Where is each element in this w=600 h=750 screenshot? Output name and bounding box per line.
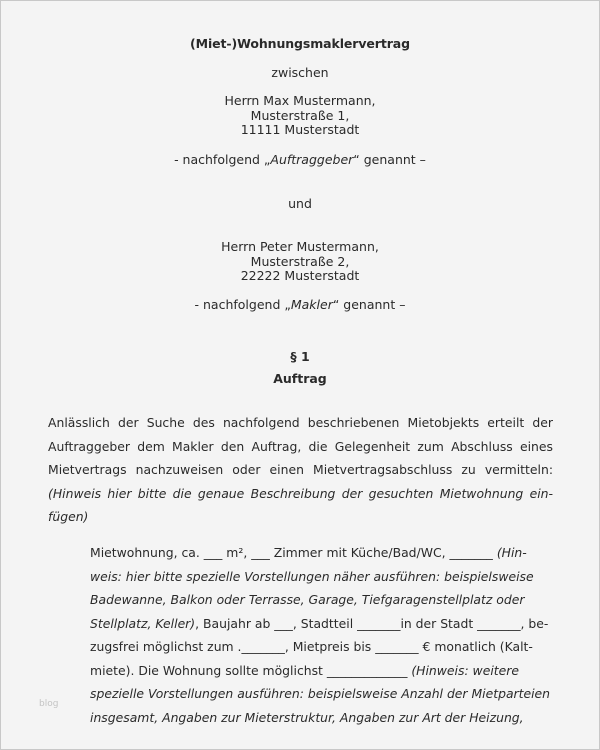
apartment-spec-text: , Baujahr ab ___, Stadtteil _______in der Stadt _______, be- — [195, 615, 549, 631]
apartment-spec-text: miete). Die Wohnung sollte möglichst _____________ — [90, 662, 412, 678]
paragraph-commission — [48, 411, 553, 529]
broker-designation-prefix: - nachfolgend „ — [194, 297, 291, 312]
broker-designation — [1, 298, 599, 313]
paragraph-line — [90, 612, 549, 636]
client-street: Musterstraße 1, — [250, 107, 350, 123]
hint-text: (Hin- — [496, 545, 527, 560]
paragraph-line: Anlässlich der Suche des nachfolgend beschriebenen Mietobjekts erteilt der — [48, 415, 553, 430]
paragraph-hint-line: insgesamt, Angaben zur Mieterstruktur, Angaben zur Art der Heizung, — [90, 709, 524, 725]
between-label: zwischen — [271, 65, 329, 80]
broker-street: Musterstraße 2, — [250, 253, 350, 269]
paragraph-line — [90, 541, 527, 565]
client-designation — [1, 153, 599, 168]
paragraph-hint-line: (Hinweis hier bitte die genaue Beschreibung der gesuchten Mietwohnung ein- — [48, 485, 553, 501]
section-heading: Auftrag — [273, 371, 327, 386]
broker-address-block — [1, 240, 599, 284]
document-title: (Miet-)Wohnungsmaklervertrag — [190, 36, 410, 51]
and-label: und — [288, 196, 312, 211]
paragraph-hint-line: spezielle Vorstellungen ausführen: beispielsweise Anzahl der Mietparteien — [90, 686, 551, 701]
client-designation-role: Auftraggeber — [270, 152, 354, 167]
paragraph-line: zugsfrei möglichst zum ._______, Mietpreis bis _______ € monatlich (Kalt- — [90, 639, 533, 654]
hint-text: (Hinweis: weitere — [411, 662, 519, 678]
client-name: Herrn Max Mustermann, — [224, 93, 376, 108]
paragraph-hint-line: weis: hier bitte spezielle Vorstellungen näher ausführen: beispielsweise — [90, 568, 534, 584]
client-city: 11111 Musterstadt — [240, 122, 360, 138]
paragraph-line: Mietvertrags nachzuweisen oder einen Mietvertragsabschluss zu vermitteln: — [48, 462, 553, 477]
paragraph-line — [90, 659, 519, 683]
section-number: § 1 — [290, 349, 310, 364]
broker-name: Herrn Peter Mustermann, — [221, 239, 379, 254]
broker-city: 22222 Musterstadt — [240, 268, 360, 284]
paragraph-hint-line: Badewanne, Balkon oder Terrasse, Garage, Tiefgaragenstellplatz oder — [90, 592, 525, 607]
watermark: blog — [39, 699, 59, 709]
apartment-spec-text: Mietwohnung, ca. ___ m², ___ Zimmer mit Küche/Bad/WC, _______ — [90, 545, 497, 560]
paragraph-line: Auftraggeber dem Makler den Auftrag, die Gelegenheit zum Abschluss eines — [48, 438, 553, 454]
client-address-block — [1, 94, 599, 138]
hint-text: Stellplatz, Keller) — [90, 615, 196, 631]
client-designation-prefix: - nachfolgend „ — [174, 152, 271, 167]
paragraph-hint-line: fügen) — [48, 509, 89, 524]
broker-designation-suffix: “ genannt – — [332, 297, 406, 312]
paragraph-apartment-description — [90, 541, 551, 729]
client-designation-suffix: “ genannt – — [353, 152, 426, 167]
broker-designation-role: Makler — [290, 297, 333, 312]
